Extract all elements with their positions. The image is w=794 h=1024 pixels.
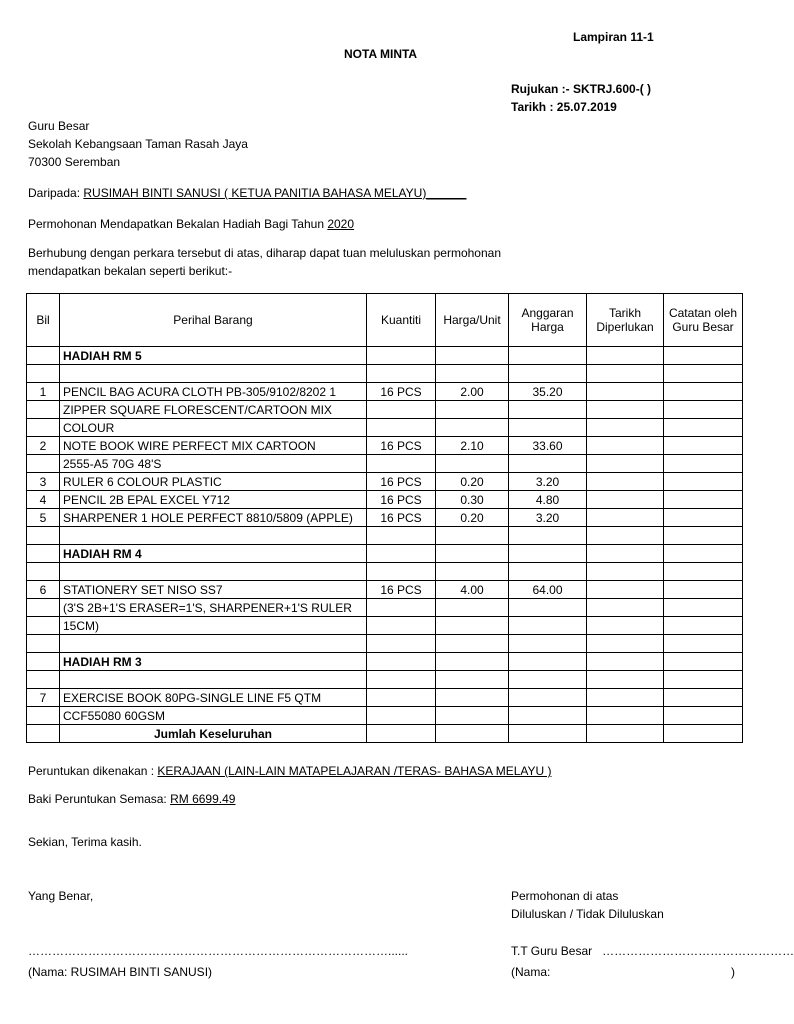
cell-catatan xyxy=(664,401,743,419)
cell-harga-unit xyxy=(436,671,509,689)
from-line xyxy=(28,186,466,201)
cell-harga-unit xyxy=(436,545,509,563)
table-row xyxy=(27,509,743,527)
cell-kuantiti xyxy=(367,653,436,671)
table-row xyxy=(27,599,743,617)
cell-harga-unit xyxy=(436,347,509,365)
cell-kuantiti: 16 PCS xyxy=(367,491,436,509)
cell-tarikh-diperlukan xyxy=(587,563,664,581)
allocation-value: KERAJAAN (LAIN-LAIN MATAPELAJARAN /TERAS- BAHASA MELAYU ) xyxy=(157,764,552,778)
approval-nama-close: ) xyxy=(731,965,735,979)
cell-bil xyxy=(27,563,60,581)
cell-anggaran-harga xyxy=(509,419,587,437)
header-harga-unit: Harga/Unit xyxy=(436,294,509,347)
cell-perihal-barang: SHARPENER 1 HOLE PERFECT 8810/5809 (APPLE) xyxy=(60,509,367,527)
cell-tarikh-diperlukan xyxy=(587,599,664,617)
cell-perihal-barang: HADIAH RM 5 xyxy=(60,347,367,365)
table-row xyxy=(27,491,743,509)
cell-catatan xyxy=(664,581,743,599)
cell-perihal-barang: HADIAH RM 3 xyxy=(60,653,367,671)
cell-anggaran-harga xyxy=(509,653,587,671)
cell-bil xyxy=(27,365,60,383)
cell-bil xyxy=(27,635,60,653)
cell-perihal-barang: ZIPPER SQUARE FLORESCENT/CARTOON MIX xyxy=(60,401,367,419)
cell-catatan xyxy=(664,725,743,743)
cell-harga-unit: 0.20 xyxy=(436,509,509,527)
cell-harga-unit xyxy=(436,653,509,671)
cell-anggaran-harga xyxy=(509,635,587,653)
cell-tarikh-diperlukan xyxy=(587,581,664,599)
cell-bil: 1 xyxy=(27,383,60,401)
cell-tarikh-diperlukan xyxy=(587,383,664,401)
table-total-row xyxy=(27,725,743,743)
from-value: RUSIMAH BINTI SANUSI ( KETUA PANITIA BAHASA MELAYU)______ xyxy=(83,186,467,200)
table-row xyxy=(27,419,743,437)
cell-harga-unit: 4.00 xyxy=(436,581,509,599)
cell-tarikh-diperlukan xyxy=(587,491,664,509)
cell-anggaran-harga: 3.20 xyxy=(509,473,587,491)
cell-perihal-barang: 15CM) xyxy=(60,617,367,635)
cell-bil: 7 xyxy=(27,689,60,707)
cell-catatan xyxy=(664,671,743,689)
cell-kuantiti xyxy=(367,401,436,419)
signature-dotted-line: ………………………………………………………………………………...... xyxy=(28,944,409,958)
cell-tarikh-diperlukan xyxy=(587,527,664,545)
cell-catatan xyxy=(664,347,743,365)
cell-perihal-barang xyxy=(60,635,367,653)
cell-bil xyxy=(27,455,60,473)
table-row xyxy=(27,455,743,473)
cell-kuantiti xyxy=(367,725,436,743)
cell-kuantiti xyxy=(367,689,436,707)
cell-bil: 4 xyxy=(27,491,60,509)
closing-text: Sekian, Terima kasih. xyxy=(28,835,142,849)
cell-anggaran-harga xyxy=(509,347,587,365)
balance-label: Baki Peruntukan Semasa: xyxy=(28,792,171,806)
cell-harga-unit xyxy=(436,707,509,725)
table-row xyxy=(27,473,743,491)
cell-tarikh-diperlukan xyxy=(587,455,664,473)
cell-perihal-barang xyxy=(60,365,367,383)
cell-kuantiti: 16 PCS xyxy=(367,473,436,491)
cell-catatan xyxy=(664,509,743,527)
cell-perihal-barang: HADIAH RM 4 xyxy=(60,545,367,563)
items-table xyxy=(26,293,743,743)
cell-kuantiti: 16 PCS xyxy=(367,383,436,401)
cell-tarikh-diperlukan xyxy=(587,707,664,725)
cell-tarikh-diperlukan xyxy=(587,689,664,707)
cell-harga-unit: 0.20 xyxy=(436,473,509,491)
cell-anggaran-harga xyxy=(509,725,587,743)
cell-catatan xyxy=(664,527,743,545)
from-label: Daripada: xyxy=(28,186,84,200)
cell-anggaran-harga xyxy=(509,599,587,617)
cell-catatan xyxy=(664,437,743,455)
table-row xyxy=(27,527,743,545)
table-row xyxy=(27,617,743,635)
yang-benar-text: Yang Benar, xyxy=(28,889,94,903)
cell-kuantiti xyxy=(367,419,436,437)
cell-anggaran-harga: 35.20 xyxy=(509,383,587,401)
cell-perihal-barang: RULER 6 COLOUR PLASTIC xyxy=(60,473,367,491)
cell-bil xyxy=(27,707,60,725)
table-row xyxy=(27,383,743,401)
document-title: NOTA MINTA xyxy=(344,47,418,61)
cell-kuantiti xyxy=(367,635,436,653)
tt-guru-besar-line xyxy=(511,944,794,959)
cell-anggaran-harga xyxy=(509,689,587,707)
cell-kuantiti: 16 PCS xyxy=(367,437,436,455)
cell-harga-unit: 2.10 xyxy=(436,437,509,455)
cell-catatan xyxy=(664,419,743,437)
cell-bil xyxy=(27,545,60,563)
cell-catatan xyxy=(664,545,743,563)
cell-catatan xyxy=(664,617,743,635)
cell-perihal-barang: PENCIL BAG ACURA CLOTH PB-305/9102/8202 1 xyxy=(60,383,367,401)
cell-harga-unit xyxy=(436,563,509,581)
table-header-row xyxy=(27,294,743,347)
allocation-line xyxy=(28,764,552,779)
cell-kuantiti xyxy=(367,707,436,725)
request-year: 2020 xyxy=(327,217,355,231)
cell-catatan xyxy=(664,563,743,581)
cell-tarikh-diperlukan xyxy=(587,509,664,527)
header-bil: Bil xyxy=(27,294,60,347)
cell-kuantiti xyxy=(367,527,436,545)
cell-catatan xyxy=(664,707,743,725)
cell-perihal-barang: EXERCISE BOOK 80PG-SINGLE LINE F5 QTM xyxy=(60,689,367,707)
cell-tarikh-diperlukan xyxy=(587,473,664,491)
signer-name: (Nama: RUSIMAH BINTI SANUSI) xyxy=(28,965,213,979)
cell-catatan xyxy=(664,365,743,383)
balance-value: RM 6699.49 xyxy=(170,792,236,806)
header-perihal-barang: Perihal Barang xyxy=(60,294,367,347)
approval-nama-open: (Nama: xyxy=(511,965,551,979)
cell-perihal-barang: NOTE BOOK WIRE PERFECT MIX CARTOON xyxy=(60,437,367,455)
header-kuantiti: Kuantiti xyxy=(367,294,436,347)
cell-tarikh-diperlukan xyxy=(587,617,664,635)
cell-bil xyxy=(27,725,60,743)
cell-harga-unit xyxy=(436,401,509,419)
tt-guru-besar-label: T.T Guru Besar xyxy=(511,944,593,958)
approval-line-1: Permohonan di atas xyxy=(511,889,619,903)
table-row xyxy=(27,545,743,563)
body-text-line-2: mendapatkan bekalan seperti berikut:- xyxy=(28,264,233,278)
cell-anggaran-harga: 64.00 xyxy=(509,581,587,599)
cell-harga-unit xyxy=(436,455,509,473)
rujukan-text: Rujukan :- SKTRJ.600-( ) xyxy=(511,82,652,96)
table-row xyxy=(27,707,743,725)
cell-bil xyxy=(27,527,60,545)
balance-line xyxy=(28,792,235,807)
cell-anggaran-harga xyxy=(509,455,587,473)
cell-tarikh-diperlukan xyxy=(587,365,664,383)
cell-kuantiti xyxy=(367,455,436,473)
cell-anggaran-harga: 3.20 xyxy=(509,509,587,527)
cell-anggaran-harga xyxy=(509,617,587,635)
cell-kuantiti xyxy=(367,365,436,383)
cell-bil: 5 xyxy=(27,509,60,527)
table-row xyxy=(27,365,743,383)
tarikh-text: Tarikh : 25.07.2019 xyxy=(511,100,617,114)
cell-perihal-barang xyxy=(60,671,367,689)
cell-catatan xyxy=(664,383,743,401)
cell-anggaran-harga xyxy=(509,545,587,563)
tt-dotted-line: ………………………………………… xyxy=(602,944,794,958)
cell-harga-unit xyxy=(436,635,509,653)
cell-catatan xyxy=(664,653,743,671)
cell-tarikh-diperlukan xyxy=(587,653,664,671)
cell-harga-unit xyxy=(436,527,509,545)
cell-anggaran-harga: 33.60 xyxy=(509,437,587,455)
total-label: Jumlah Keseluruhan xyxy=(60,725,367,743)
recipient-line-1: Guru Besar xyxy=(28,119,90,133)
cell-anggaran-harga: 4.80 xyxy=(509,491,587,509)
cell-perihal-barang: COLOUR xyxy=(60,419,367,437)
cell-harga-unit xyxy=(436,365,509,383)
recipient-line-2: Sekolah Kebangsaan Taman Rasah Jaya xyxy=(28,137,248,151)
header-anggaran-harga: Anggaran Harga xyxy=(509,294,587,347)
cell-anggaran-harga xyxy=(509,527,587,545)
cell-anggaran-harga xyxy=(509,365,587,383)
cell-kuantiti xyxy=(367,617,436,635)
table-row xyxy=(27,437,743,455)
cell-perihal-barang: PENCIL 2B EPAL EXCEL Y712 xyxy=(60,491,367,509)
table-row xyxy=(27,671,743,689)
table-row xyxy=(27,653,743,671)
cell-catatan xyxy=(664,455,743,473)
cell-kuantiti xyxy=(367,563,436,581)
cell-bil xyxy=(27,671,60,689)
table-row xyxy=(27,563,743,581)
cell-bil: 2 xyxy=(27,437,60,455)
cell-anggaran-harga xyxy=(509,401,587,419)
cell-perihal-barang xyxy=(60,527,367,545)
cell-anggaran-harga xyxy=(509,707,587,725)
cell-tarikh-diperlukan xyxy=(587,401,664,419)
cell-harga-unit: 2.00 xyxy=(436,383,509,401)
cell-bil: 3 xyxy=(27,473,60,491)
cell-kuantiti: 16 PCS xyxy=(367,581,436,599)
cell-tarikh-diperlukan xyxy=(587,671,664,689)
cell-kuantiti xyxy=(367,671,436,689)
table-row xyxy=(27,401,743,419)
cell-bil xyxy=(27,401,60,419)
cell-harga-unit xyxy=(436,617,509,635)
body-text-line-1: Berhubung dengan perkara tersebut di atas, diharap dapat tuan meluluskan permohonan xyxy=(28,246,501,260)
cell-perihal-barang: 2555-A5 70G 48'S xyxy=(60,455,367,473)
table-row xyxy=(27,689,743,707)
cell-perihal-barang: CCF55080 60GSM xyxy=(60,707,367,725)
cell-kuantiti: 16 PCS xyxy=(367,509,436,527)
cell-harga-unit xyxy=(436,599,509,617)
cell-perihal-barang xyxy=(60,563,367,581)
cell-anggaran-harga xyxy=(509,671,587,689)
request-line xyxy=(28,217,354,232)
header-catatan: Catatan oleh Guru Besar xyxy=(664,294,743,347)
cell-catatan xyxy=(664,689,743,707)
items-table-body xyxy=(27,347,743,743)
approval-line-2: Diluluskan / Tidak Diluluskan xyxy=(511,907,664,921)
cell-catatan xyxy=(664,473,743,491)
request-text: Permohonan Mendapatkan Bekalan Hadiah Bagi Tahun xyxy=(28,217,328,231)
cell-catatan xyxy=(664,635,743,653)
allocation-label: Peruntukan dikenakan : xyxy=(28,764,158,778)
cell-tarikh-diperlukan xyxy=(587,437,664,455)
cell-tarikh-diperlukan xyxy=(587,725,664,743)
cell-harga-unit xyxy=(436,689,509,707)
cell-bil xyxy=(27,419,60,437)
cell-tarikh-diperlukan xyxy=(587,419,664,437)
recipient-line-3: 70300 Seremban xyxy=(28,155,121,169)
cell-bil xyxy=(27,653,60,671)
cell-kuantiti xyxy=(367,347,436,365)
cell-anggaran-harga xyxy=(509,563,587,581)
header-tarikh-diperlukan: Tarikh Diperlukan xyxy=(587,294,664,347)
cell-tarikh-diperlukan xyxy=(587,635,664,653)
cell-tarikh-diperlukan xyxy=(587,545,664,563)
table-row xyxy=(27,581,743,599)
cell-bil: 6 xyxy=(27,581,60,599)
cell-perihal-barang: (3'S 2B+1'S ERASER=1'S, SHARPENER+1'S RULER xyxy=(60,599,367,617)
cell-catatan xyxy=(664,491,743,509)
lampiran-label: Lampiran 11-1 xyxy=(573,30,654,44)
cell-harga-unit xyxy=(436,419,509,437)
cell-perihal-barang: STATIONERY SET NISO SS7 xyxy=(60,581,367,599)
table-row xyxy=(27,347,743,365)
cell-bil xyxy=(27,599,60,617)
cell-kuantiti xyxy=(367,599,436,617)
cell-harga-unit: 0.30 xyxy=(436,491,509,509)
cell-bil xyxy=(27,617,60,635)
cell-kuantiti xyxy=(367,545,436,563)
table-row xyxy=(27,635,743,653)
cell-bil xyxy=(27,347,60,365)
cell-tarikh-diperlukan xyxy=(587,347,664,365)
cell-harga-unit xyxy=(436,725,509,743)
cell-catatan xyxy=(664,599,743,617)
